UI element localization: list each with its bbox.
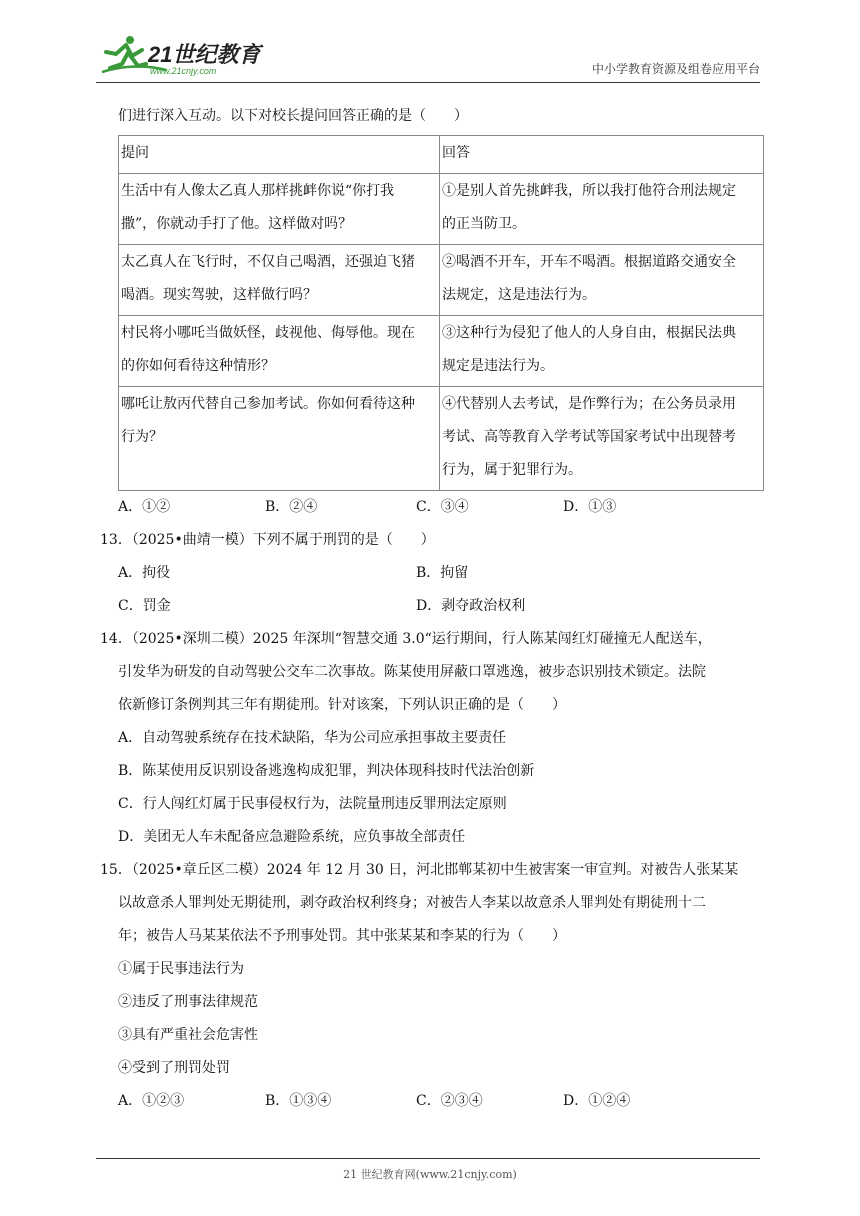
q15-statement-3: ③具有严重社会危害性 [118, 1027, 258, 1043]
table-cell-answer: ④代替别人去考试，是作弊行为；在公务员录用 考试、高等教育入学考试等国家考试中出现替考 行为，属于犯罪行为。 [440, 387, 764, 491]
option-a[interactable]: A．自动驾驶系统存在技术缺陷，华为公司应承担事故主要责任 [118, 730, 507, 746]
question-content [100, 100, 764, 1118]
site-name: 中小学教育资源及组卷应用平台 [591, 62, 760, 76]
option-b[interactable]: B．②④ [265, 499, 318, 515]
option-b[interactable]: B．陈某使用反识别设备逃逸构成犯罪，判决体现科技时代法治创新 [118, 763, 535, 779]
table-row [119, 316, 764, 387]
q15-stem-line2: 以故意杀人罪判处无期徒刑，剥夺政治权利终身；对被告人李某以故意杀人罪判处有期徒刑十二 [118, 895, 706, 911]
table-row [119, 387, 764, 491]
q15-options [118, 1085, 764, 1118]
option-a[interactable]: A．①②③ [118, 1093, 185, 1109]
table-cell-answer: ③这种行为侵犯了他人的人身自由，根据民法典 规定是违法行为。 [440, 316, 764, 387]
option-c[interactable]: C．罚金 [118, 598, 171, 614]
table-header-answer: 回答 [440, 136, 764, 174]
q14-stem-line3: 依新修订条例判其三年有期徒刑。针对该案，下列认识正确的是（ ） [118, 697, 566, 713]
option-d[interactable]: D．①③ [563, 499, 617, 515]
option-c[interactable]: C．②③④ [416, 1093, 483, 1109]
runner-logo-icon [96, 32, 286, 76]
option-a[interactable]: A．拘役 [118, 565, 171, 581]
option-c[interactable]: C．③④ [416, 499, 469, 515]
q15-stem-line3: 年；被告人马某某依法不予刑事处罚。其中张某某和李某的行为（ ） [118, 928, 566, 944]
option-d[interactable]: D．美团无人车未配备应急避险系统，应负事故全部责任 [118, 829, 466, 845]
header-divider [96, 82, 760, 83]
page-header [96, 28, 760, 82]
q14-stem-line2: 引发华为研发的自动驾驶公交车二次事故。陈某使用屏蔽口罩逃逸，被步态识别技术锁定。法院 [118, 664, 706, 680]
option-d[interactable]: D．①②④ [563, 1093, 631, 1109]
q15-statement-2: ②违反了刑事法律规范 [118, 994, 258, 1010]
q12-intro: 们进行深入互动。以下对校长提问回答正确的是（ ） [118, 108, 468, 124]
table-cell-answer: ②喝酒不开车，开车不喝酒。根据道路交通安全 法规定，这是违法行为。 [440, 245, 764, 316]
option-b[interactable]: B．拘留 [416, 565, 469, 581]
table-cell-question: 哪吒让敖丙代替自己参加考试。你如何看待这种 行为？ [119, 387, 440, 491]
q12-table [118, 135, 764, 491]
q15-stem-line1: 15．（2025•章丘区二模）2024 年 12 月 30 日，河北邯郸某初中生被害案一审宣判。对被告人张某某 [100, 862, 739, 878]
table-cell-question: 村民将小哪吒当做妖怪，歧视他、侮辱他。现在 的你如何看待这种情形？ [119, 316, 440, 387]
option-b[interactable]: B．①③④ [265, 1093, 332, 1109]
table-cell-question: 太乙真人在飞行时，不仅自己喝酒，还强迫飞猪 喝酒。现实驾驶，这样做行吗？ [119, 245, 440, 316]
svg-text:www.21cnjy.com: www.21cnjy.com [150, 66, 217, 76]
table-row [119, 245, 764, 316]
option-c[interactable]: C．行人闯红灯属于民事侵权行为，法院量刑违反罪刑法定原则 [118, 796, 507, 812]
svg-text:21世纪教育: 21世纪教育 [148, 42, 261, 67]
table-cell-answer: ①是别人首先挑衅我，所以我打他符合刑法规定 的正当防卫。 [440, 174, 764, 245]
q13-stem: 13．（2025•曲靖一模）下列不属于刑罚的是（ ） [100, 532, 435, 548]
site-logo [96, 32, 286, 76]
q13-options-row1 [118, 557, 764, 590]
table-row [119, 174, 764, 245]
option-a[interactable]: A．①② [118, 499, 171, 515]
q12-options [118, 491, 764, 524]
q13-options-row2 [118, 590, 764, 623]
q15-statement-4: ④受到了刑罚处罚 [118, 1060, 230, 1076]
q15-statement-1: ①属于民事违法行为 [118, 961, 244, 977]
footer-divider [96, 1158, 760, 1159]
table-header-row [119, 136, 764, 174]
q14-stem-line1: 14．（2025•深圳二模）2025 年深圳“智慧交通 3.0“运行期间，行人陈某闯红灯碰撞无人配送车， [100, 631, 712, 647]
option-d[interactable]: D．剥夺政治权利 [416, 598, 526, 614]
table-header-question: 提问 [119, 136, 440, 174]
table-cell-question: 生活中有人像太乙真人那样挑衅你说“你打我 撒”，你就动手打了他。这样做对吗？ [119, 174, 440, 245]
page-footer: 21 世纪教育网(www.21cnjy.com) [343, 1168, 517, 1181]
